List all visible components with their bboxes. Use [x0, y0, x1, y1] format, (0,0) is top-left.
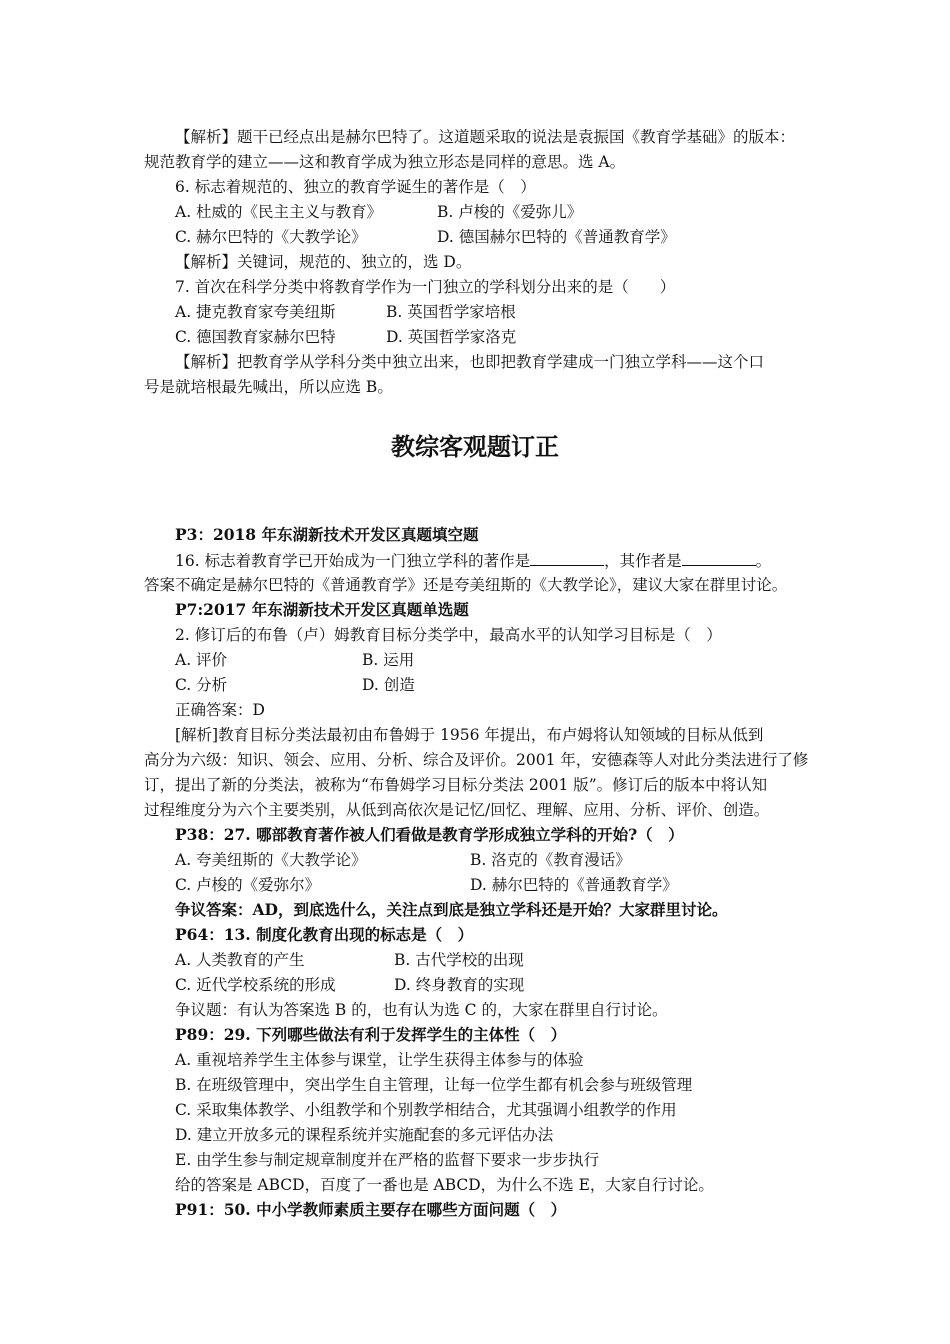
q6-option-b: B. 卢梭的《爱弥儿》	[437, 203, 583, 221]
q6-option-a: A. 杜威的《民主主义与教育》	[175, 203, 383, 221]
fill-blank-2	[682, 549, 756, 566]
q27-option-a: A. 夸美纽斯的《大教学论》	[175, 851, 367, 869]
p91-heading: P91：50. 中小学教师素质主要存在哪些方面问题（ ）	[175, 1200, 567, 1219]
q7-option-c: C. 德国教育家赫尔巴特	[175, 328, 336, 346]
q7-option-b: B. 英国哲学家培根	[386, 303, 516, 321]
q27-option-c: C. 卢梭的《爱弥尔》	[175, 876, 321, 894]
q13-dispute: 争议题：有认为答案选 B 的，也有认为选 C 的，大家在群里自行讨论。	[175, 1001, 668, 1019]
question-16	[175, 549, 771, 572]
p89-heading: P89：29. 下列哪些做法有利于发挥学生的主体性（ ）	[175, 1025, 567, 1044]
q2-option-c: C. 分析	[175, 676, 228, 694]
q13-option-d: D. 终身教育的实现	[394, 976, 525, 994]
q27-dispute: 争议答案：AD，到底选什么，关注点到底是独立学科还是开始？大家群里讨论。	[175, 900, 728, 919]
q29-option-e: E. 由学生参与制定规章制度并在严格的监督下要求一步步执行	[175, 1151, 600, 1169]
q16-text-2: ，其作者是	[604, 552, 682, 570]
analysis-7-line2: 号是就培根最先喊出，所以应选 B。	[144, 378, 393, 396]
q2-option-b: B. 运用	[362, 651, 415, 669]
q7-option-a: A. 捷克教育家夸美纽斯	[175, 303, 336, 321]
page-title: 教综客观题订正	[391, 432, 559, 461]
p3-heading: P3：2018 年东湖新技术开发区真题填空题	[175, 525, 479, 544]
analysis-7-line1: 【解析】把教育学从学科分类中独立出来，也即把教育学建成一门独立学科——这个口	[175, 353, 765, 371]
question-7: 7. 首次在科学分类中将教育学作为一门独立的学科划分出来的是（ ）	[175, 278, 676, 296]
analysis-5-line2: 规范教育学的建立——这和教育学成为独立形态是同样的意思。选 A。	[144, 153, 626, 171]
q6-option-c: C. 赫尔巴特的《大教学论》	[175, 228, 367, 246]
q13-option-a: A. 人类教育的产生	[175, 951, 305, 969]
q16-text-1: 16. 标志着教育学已开始成为一门独立学科的著作是	[175, 552, 531, 570]
p64-heading: P64：13. 制度化教育出现的标志是（ ）	[175, 925, 474, 944]
question-2: 2. 修订后的布鲁（卢）姆教育目标分类学中，最高水平的认知学习目标是（ ）	[175, 626, 722, 644]
q13-option-c: C. 近代学校系统的形成	[175, 976, 336, 994]
q2-option-a: A. 评价	[175, 651, 228, 669]
q2-answer: 正确答案：D	[175, 701, 265, 719]
q2-explanation-4: 过程维度分为六个主要类别，从低到高依次是记忆/回忆、理解、应用、分析、评价、创造。	[144, 801, 770, 819]
p38-heading: P38：27. 哪部教育著作被人们看做是教育学形成独立学科的开始?（ ）	[175, 825, 684, 844]
analysis-6: 【解析】关键词，规范的、独立的，选 D。	[175, 253, 472, 271]
q29-option-a: A. 重视培养学生主体参与课堂，让学生获得主体参与的体验	[175, 1051, 584, 1069]
q16-note: 答案不确定是赫尔巴特的《普通教育学》还是夸美纽斯的《大教学论》，建议大家在群里讨论。	[144, 576, 788, 594]
q13-option-b: B. 古代学校的出现	[394, 951, 524, 969]
q29-note: 给的答案是 ABCD，百度了一番也是 ABCD，为什么不选 E，大家自行讨论。	[175, 1176, 714, 1194]
q16-text-3: 。	[755, 552, 772, 570]
question-6: 6. 标志着规范的、独立的教育学诞生的著作是（ ）	[175, 178, 536, 196]
q2-explanation-2: 高分为六级：知识、领会、应用、分析、综合及评价。2001 年，安德森等人对此分类法进行了修	[144, 751, 809, 769]
fill-blank-1	[530, 549, 604, 566]
q7-option-d: D. 英国哲学家洛克	[386, 328, 517, 346]
q27-option-d: D. 赫尔巴特的《普通教育学》	[470, 876, 678, 894]
q27-option-b: B. 洛克的《教育漫话》	[470, 851, 631, 869]
analysis-5-line1: 【解析】题干已经点出是赫尔巴特了。这道题采取的说法是袁振国《教育学基础》的版本：	[175, 128, 796, 146]
q2-explanation-1: [解析]教育目标分类法最初由布鲁姆于 1956 年提出，布卢姆将认知领域的目标从低到	[175, 726, 764, 744]
q2-option-d: D. 创造	[362, 676, 415, 694]
p7-heading: P7:2017 年东湖新技术开发区真题单选题	[175, 600, 469, 619]
q2-explanation-3: 订，提出了新的分类法，被称为“布鲁姆学习目标分类法 2001 版”。修订后的版本中将认知	[144, 776, 768, 794]
q6-option-d: D. 德国赫尔巴特的《普通教育学》	[437, 228, 676, 246]
q29-option-b: B. 在班级管理中，突出学生自主管理，让每一位学生都有机会参与班级管理	[175, 1076, 693, 1094]
q29-option-c: C. 采取集体教学、小组教学和个别教学相结合，尤其强调小组教学的作用	[175, 1101, 677, 1119]
q29-option-d: D. 建立开放多元的课程系统并实施配套的多元评估办法	[175, 1126, 554, 1144]
